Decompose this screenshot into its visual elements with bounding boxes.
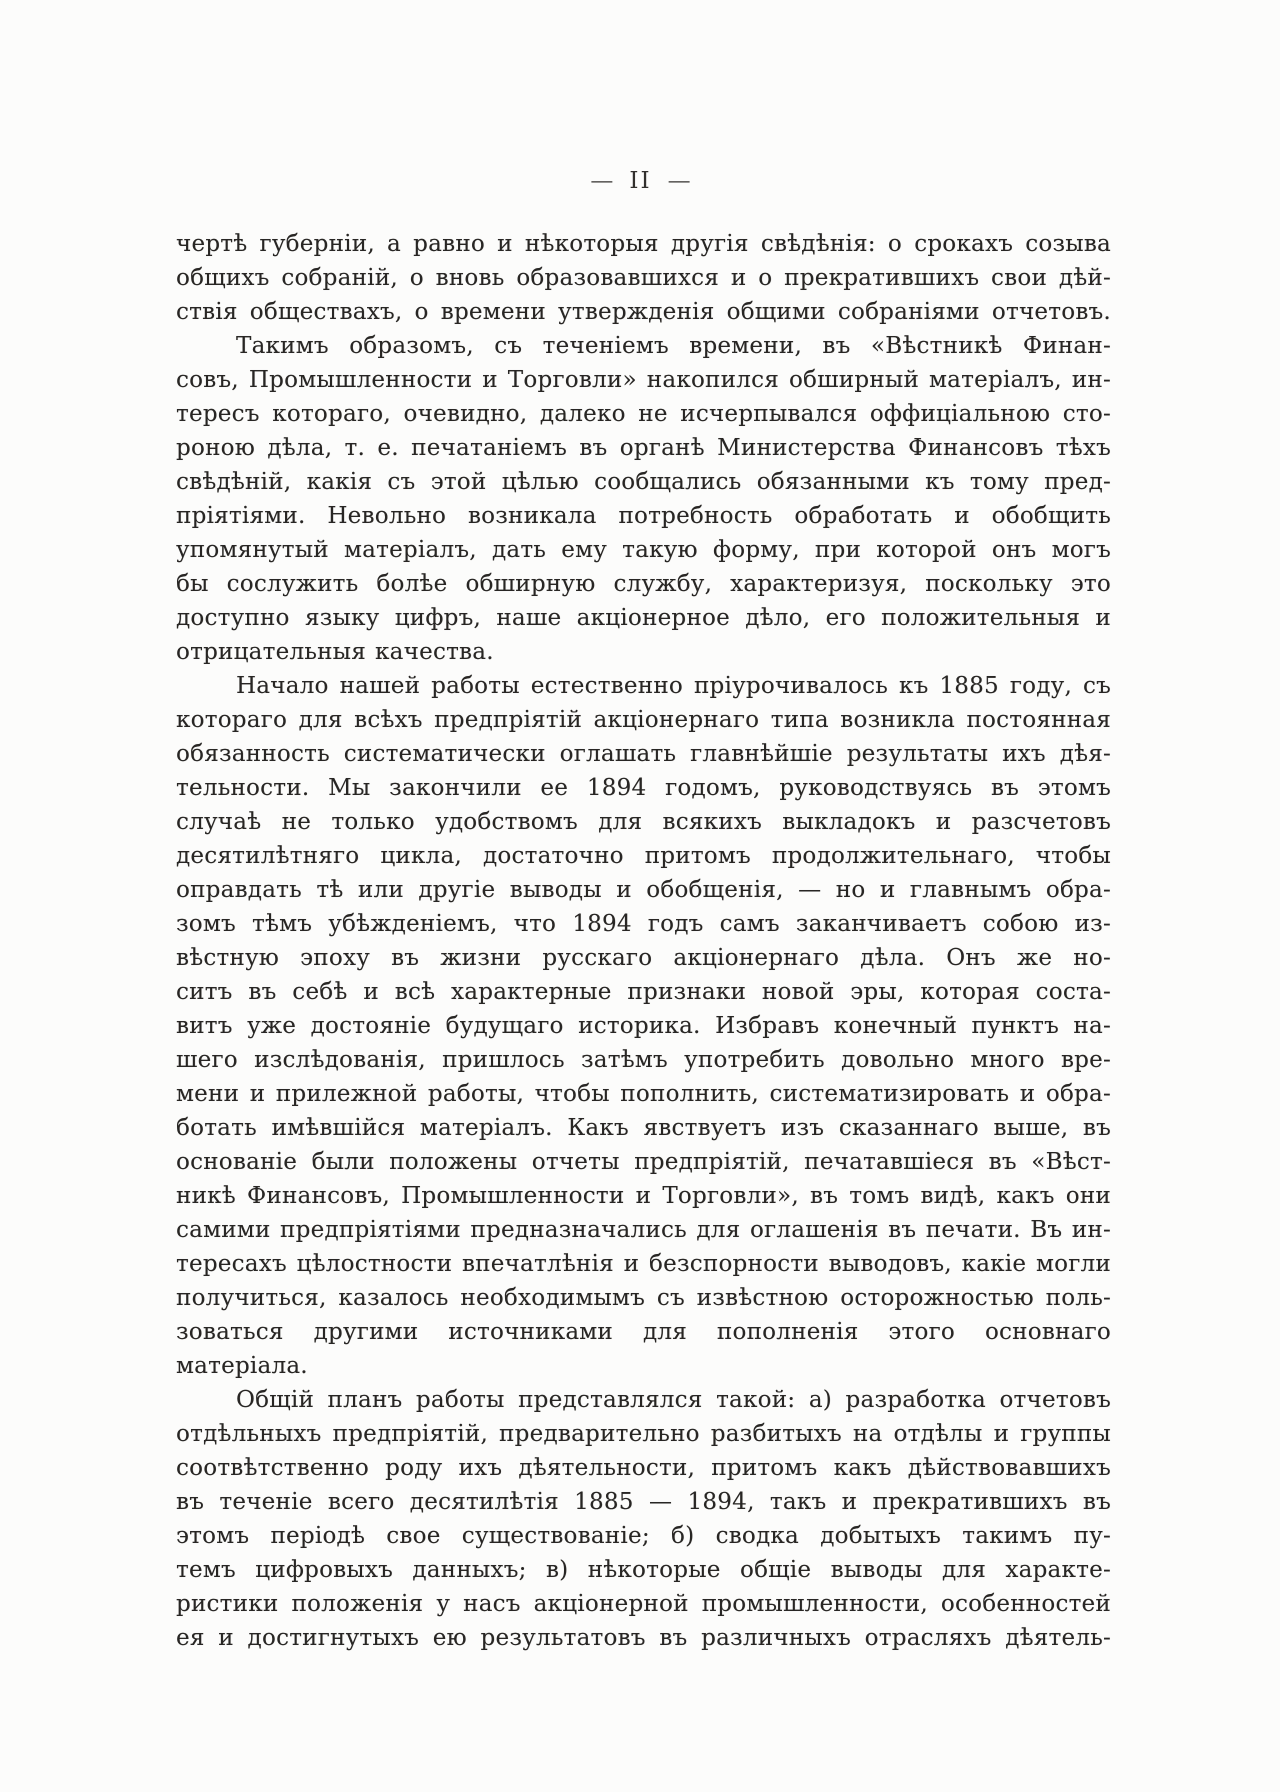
text-line: чертѣ губерніи, а равно и нѣкоторыя другія свѣдѣнія: о срокахъ созыва — [176, 231, 1111, 257]
text-line: тересахъ цѣлостности впечатлѣнія и безспорности выводовъ, какіе могли — [176, 1251, 1111, 1277]
text-line: ствія обществахъ, о времени утвержденія общими собраніями отчетовъ. — [176, 299, 1111, 325]
text-line: ея и достигнутыхъ ею результатовъ въ различныхъ отрасляхъ дѣятель- — [176, 1625, 1111, 1651]
text-line: оправдать тѣ или другіе выводы и обобщенія, — но и главнымъ обра- — [176, 877, 1111, 903]
text-line: витъ уже достояніе будущаго историка. Избравъ конечный пунктъ на- — [176, 1013, 1111, 1039]
text-line: шего изслѣдованія, пришлось затѣмъ употребить довольно много вре- — [176, 1047, 1111, 1073]
page-header — [173, 168, 1108, 194]
text-line: отрицательныя качества. — [176, 639, 494, 665]
text-line: вѣстную эпоху въ жизни русскаго акціонернаго дѣла. Онъ же но- — [176, 945, 1111, 971]
text-line: Такимъ образомъ, съ теченіемъ времени, въ «Вѣстникѣ Финан- — [236, 333, 1111, 359]
text-line: бы сослужить болѣе обширную службу, характеризуя, поскольку это — [176, 571, 1111, 597]
text-line: Начало нашей работы естественно пріурочивалось къ 1885 году, съ — [236, 673, 1111, 699]
text-line: тересъ котораго, очевидно, далеко не исчерпывался оффиціальною сто- — [176, 401, 1111, 427]
text-line: Общій планъ работы представлялся такой: а) разработка отчетовъ — [236, 1387, 1111, 1413]
text-line: свѣдѣній, какія съ этой цѣлью сообщались обязанными къ тому пред- — [176, 469, 1111, 495]
text-line: темъ цифровыхъ данныхъ; в) нѣкоторые общіе выводы для характе- — [176, 1557, 1111, 1583]
text-line: самими предпріятіями предназначались для оглашенія въ печати. Въ ин- — [176, 1217, 1111, 1243]
text-line: отдѣльныхъ предпріятій, предварительно разбитыхъ на отдѣлы и группы — [176, 1421, 1111, 1447]
header-dash-right: — — [667, 169, 691, 193]
text-line: мени и прилежной работы, чтобы пополнить, систематизировать и обра- — [176, 1081, 1111, 1107]
text-line: основаніе были положены отчеты предпріятій, печатавшіеся въ «Вѣст- — [176, 1149, 1111, 1175]
text-line: роною дѣла, т. е. печатаніемъ въ органѣ Министерства Финансовъ тѣхъ — [176, 435, 1111, 461]
text-line: соотвѣтственно роду ихъ дѣятельности, притомъ какъ дѣйствовавшихъ — [176, 1455, 1111, 1481]
text-line: ристики положенія у насъ акціонерной промышленности, особенностей — [176, 1591, 1111, 1617]
text-line: случаѣ не только удобствомъ для всякихъ выкладокъ и разсчетовъ — [176, 809, 1111, 835]
text-line: котораго для всѣхъ предпріятій акціонернаго типа возникла постоянная — [176, 707, 1111, 733]
text-line: получиться, казалось необходимымъ съ извѣстною осторожностью поль- — [176, 1285, 1111, 1311]
text-line: упомянутый матеріалъ, дать ему такую форму, при которой онъ могъ — [176, 537, 1111, 563]
header-dash-left: — — [590, 169, 614, 193]
text-line: общихъ собраній, о вновь образовавшихся и о прекратившихъ свои дѣй- — [176, 265, 1111, 291]
text-line: обязанность систематически оглашать главнѣйшіе результаты ихъ дѣя- — [176, 741, 1111, 767]
text-line: зоваться другими источниками для пополненія этого основнаго матеріала. — [176, 1319, 1111, 1379]
text-line: доступно языку цифръ, наше акціонерное дѣло, его положительныя и — [176, 605, 1111, 631]
text-line: совъ, Промышленности и Торговли» накопился обширный матеріалъ, ин- — [176, 367, 1111, 393]
page-number: II — [629, 168, 652, 194]
text-line: никѣ Финансовъ, Промышленности и Торговли», въ томъ видѣ, какъ они — [176, 1183, 1111, 1209]
text-line: ботать имѣвшійся матеріалъ. Какъ явствуетъ изъ сказаннаго выше, въ — [176, 1115, 1111, 1141]
text-line: этомъ періодѣ свое существованіе; б) сводка добытыхъ такимъ пу- — [176, 1523, 1111, 1549]
text-line: зомъ тѣмъ убѣжденіемъ, что 1894 годъ самъ заканчиваетъ собою из- — [176, 911, 1111, 937]
text-block — [176, 227, 1111, 1655]
text-line: пріятіями. Невольно возникала потребность обработать и обобщить — [176, 503, 1111, 529]
text-line: тельности. Мы закончили ее 1894 годомъ, руководствуясь въ этомъ — [176, 775, 1111, 801]
text-line: въ теченіе всего десятилѣтія 1885 — 1894, такъ и прекратившихъ въ — [176, 1489, 1111, 1515]
text-line: ситъ въ себѣ и всѣ характерные признаки новой эры, которая соста- — [176, 979, 1111, 1005]
text-line: десятилѣтняго цикла, достаточно притомъ продолжительнаго, чтобы — [176, 843, 1111, 869]
